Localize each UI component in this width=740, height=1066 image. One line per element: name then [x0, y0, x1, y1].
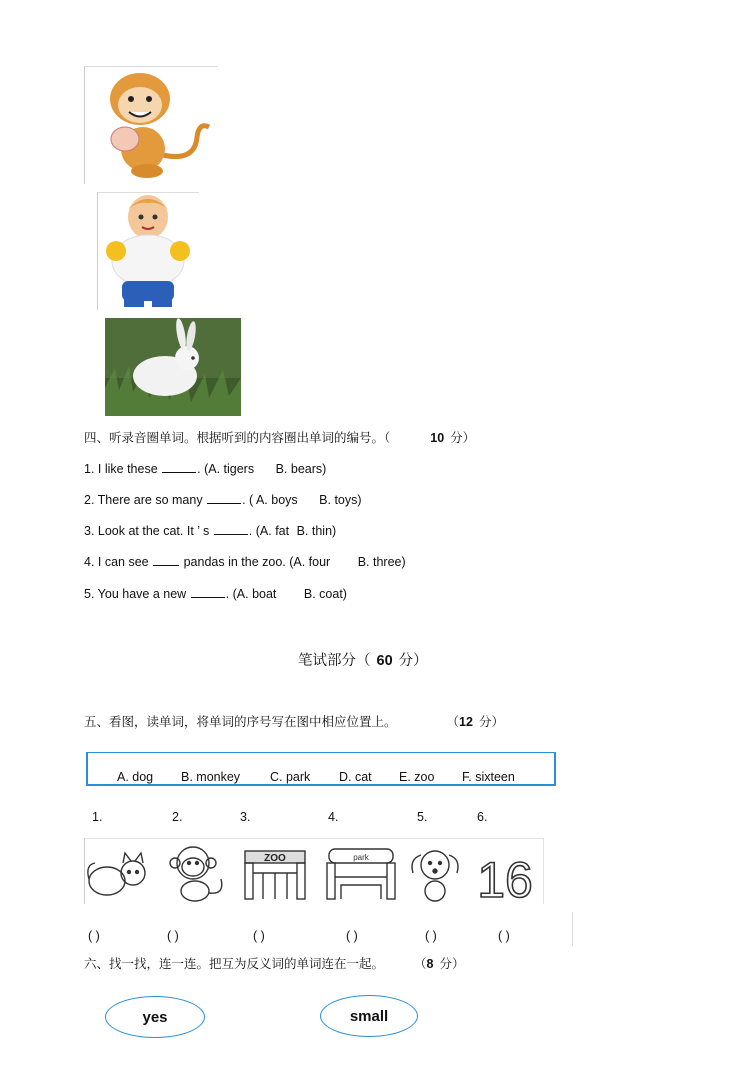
section6-score-prefix: （: [414, 957, 427, 971]
question-text: 2. There are so many: [84, 493, 203, 507]
listening-question-5: [84, 587, 347, 601]
answer-blank[interactable]: [162, 471, 196, 473]
answer-paren-4[interactable]: ( ): [346, 929, 358, 943]
answer-blank[interactable]: [153, 564, 179, 566]
rabbit-picture: [105, 318, 241, 416]
boy-picture: [97, 192, 199, 310]
section5-score-prefix: （: [446, 715, 460, 729]
listening-question-3: [84, 524, 336, 538]
written-score: 60: [376, 653, 393, 669]
word-option-sixteen: F. sixteen: [462, 770, 515, 784]
option-b: B. bears): [275, 462, 327, 476]
option-b: B. coat): [303, 587, 347, 601]
section4-title-text: 四、听录音圈单词。根据听到的内容圈出单词的编号。（: [84, 431, 391, 445]
question-text: 5. You have a new: [84, 587, 187, 601]
written-part-heading: [298, 649, 428, 670]
answer-paren-1[interactable]: ( ): [88, 929, 100, 943]
answer-paren-6[interactable]: ( ): [498, 929, 510, 943]
picture-number-2: 2.: [172, 810, 183, 824]
section5-title-text: 五、看图，读单词，将单词的序号写在图中相应位置上。: [84, 715, 397, 729]
cat-drawing: [88, 853, 145, 895]
zoo-sign-text: ZOO: [264, 853, 286, 864]
listening-question-1: [84, 462, 326, 476]
monkey-picture: [84, 66, 218, 184]
answer-blank[interactable]: [207, 502, 241, 504]
answer-paren-2[interactable]: ( ): [167, 929, 179, 943]
park-sign-text: park: [353, 853, 369, 862]
option-b: B. thin): [296, 524, 337, 538]
option-b: B. three): [357, 555, 406, 569]
picture-strip: [84, 838, 544, 904]
picture-number-3: 3.: [240, 810, 251, 824]
question-text: 3. Look at the cat. It ’ s: [84, 524, 210, 538]
word-oval-small[interactable]: [320, 995, 418, 1037]
dog-drawing: [412, 851, 458, 901]
answer-paren-5[interactable]: ( ): [425, 929, 437, 943]
word-option-monkey: B. monkey: [181, 770, 241, 784]
answer-paren-3[interactable]: ( ): [253, 929, 265, 943]
picture-number-1: 1.: [92, 810, 103, 824]
picture-number-4: 4.: [328, 810, 339, 824]
option-a: . (A. boat: [225, 587, 277, 601]
section4-title: [84, 428, 475, 446]
section5-score-suffix: 分）: [478, 715, 504, 729]
section4-score-suffix: 分）: [450, 431, 476, 445]
vertical-rule: [572, 912, 573, 946]
word-yes: yes: [142, 1008, 168, 1026]
sixteen-drawing: 16: [477, 852, 533, 903]
word-oval-yes[interactable]: [105, 996, 205, 1038]
answer-blank[interactable]: [191, 596, 225, 598]
section5-title: [84, 712, 504, 730]
picture-number-5: 5.: [417, 810, 428, 824]
section6-score-suffix: 分）: [439, 957, 465, 971]
option-a: . ( A. boys: [242, 493, 298, 507]
section6-title: [84, 954, 465, 972]
word-small: small: [349, 1007, 389, 1025]
option-b: B. toys): [319, 493, 362, 507]
section5-score: 12: [459, 715, 473, 729]
section6-title-text: 六、找一找，连一连。把互为反义词的单词连在一起。: [84, 957, 385, 971]
word-option-dog: A. dog: [117, 770, 154, 784]
option-a: . (A. fat: [248, 524, 290, 538]
picture-number-6: 6.: [477, 810, 488, 824]
listening-question-4: [84, 555, 406, 569]
written-suffix: 分）: [398, 653, 428, 669]
question-text: 1. I like these: [84, 462, 158, 476]
word-option-cat: D. cat: [339, 770, 372, 784]
word-option-zoo: E. zoo: [399, 770, 435, 784]
option-a: . (A. tigers: [197, 462, 255, 476]
option-a: pandas in the zoo. (A. four: [183, 555, 331, 569]
monkey-drawing: [170, 847, 222, 901]
section4-score: 10: [430, 431, 445, 445]
written-title: 笔试部分（: [298, 653, 371, 669]
section6-score: 8: [426, 957, 434, 971]
answer-blank[interactable]: [214, 533, 248, 535]
word-option-park: C. park: [270, 770, 311, 784]
listening-question-2: [84, 493, 362, 507]
question-text: 4. I can see: [84, 555, 149, 569]
